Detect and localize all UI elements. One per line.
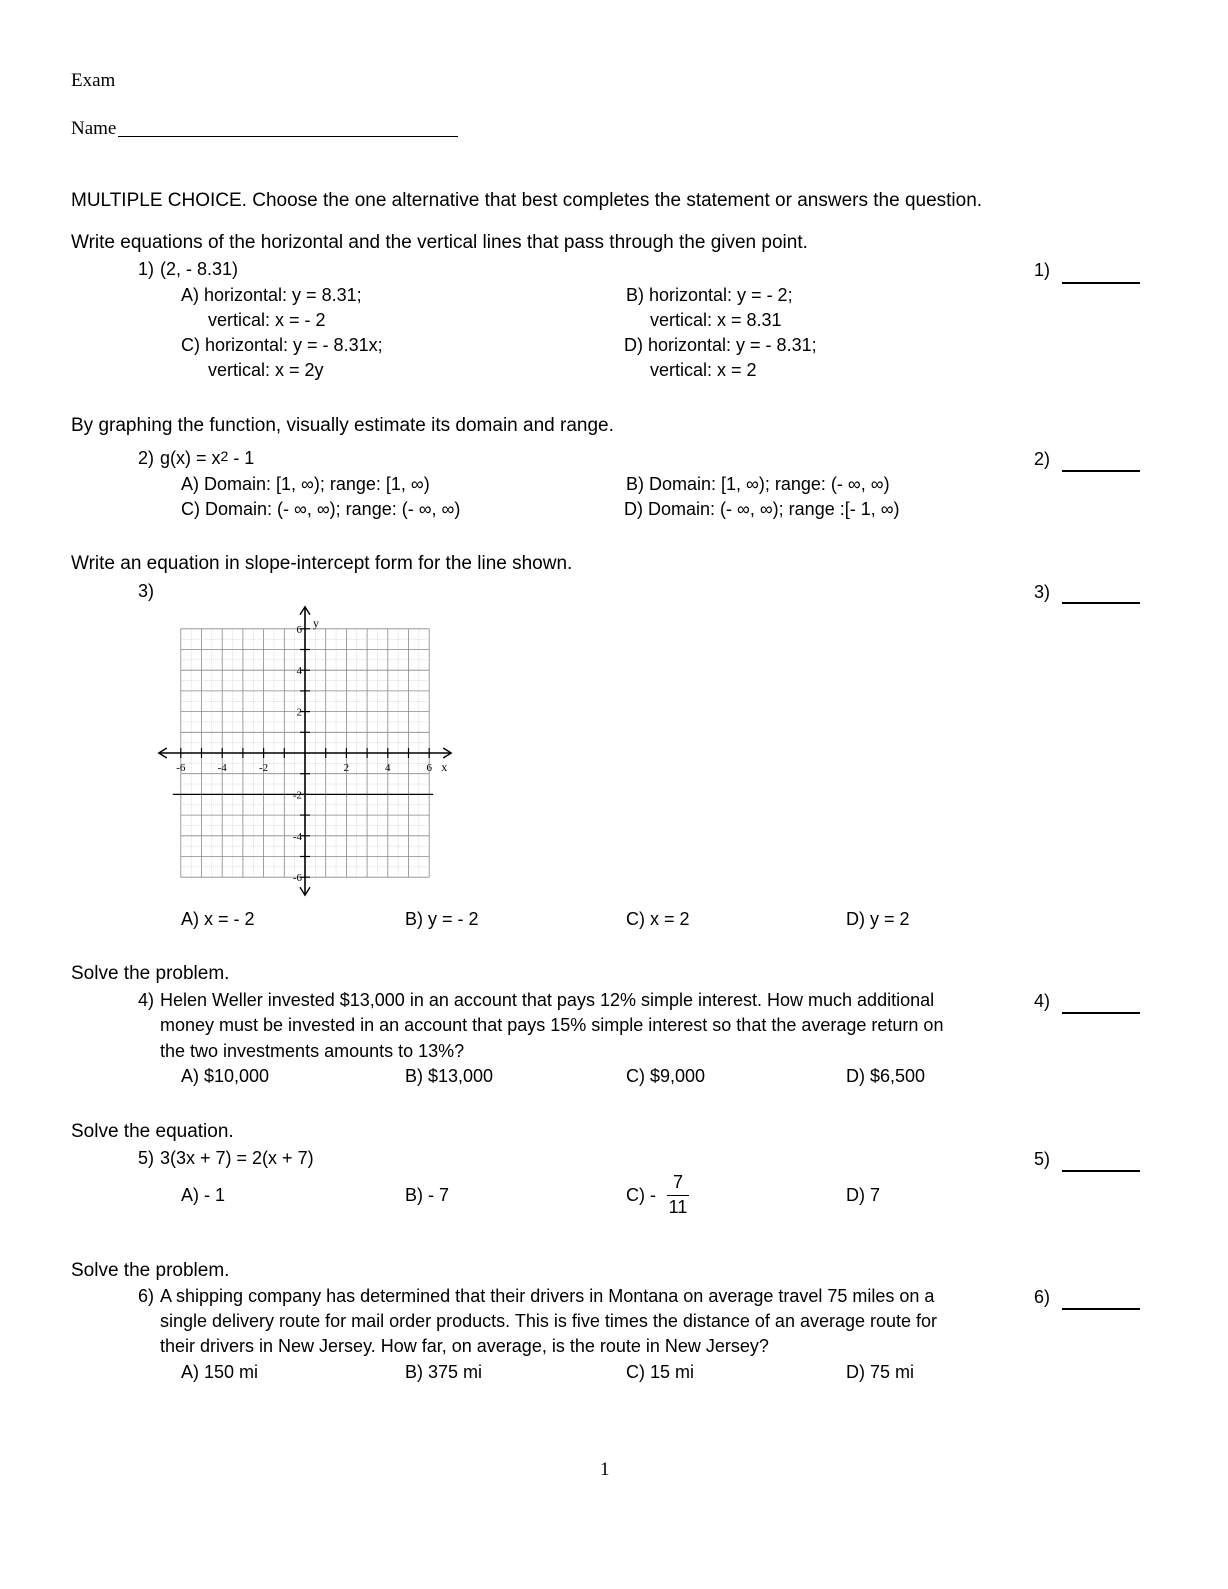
section-heading-2: By graphing the function, visually estimate its domain and range. <box>71 415 614 436</box>
y-tick-label: -6 <box>292 872 302 885</box>
answer-label-5: 5) <box>1034 1149 1051 1169</box>
question-2-prompt: $g(x) = x^2 - 1$ <box>160 448 255 468</box>
question-5-number: 5) <box>138 1148 155 1168</box>
section-heading-3: Write an equation in slope-intercept form for the line shown. <box>71 553 573 574</box>
y-tick-label: 6 <box>296 623 302 636</box>
question-6-line3: their drivers in New Jersey. How far, on average, is the route in New Jersey? <box>160 1336 769 1356</box>
choice-3c[interactable]: C) x = 2 <box>626 909 690 929</box>
answer-label-3: 3) <box>1034 582 1051 602</box>
choice-3d[interactable]: D) y = 2 <box>846 909 910 929</box>
answer-blank-5[interactable] <box>1062 1170 1140 1172</box>
answer-blank-2[interactable] <box>1062 470 1140 472</box>
x-tick-label: -4 <box>217 762 227 774</box>
choice-1d-cont: vertical: x = 2 <box>650 360 757 380</box>
x-tick-label: 4 <box>385 762 391 774</box>
page-number: 1 <box>600 1459 610 1480</box>
instructions: MULTIPLE CHOICE. Choose the one alternative that best completes the statement or answers the question. <box>71 190 983 211</box>
question-5-prompt: 3(3x + 7) = 2(x + 7) <box>160 1148 314 1168</box>
choice-6a[interactable]: A) 150 mi <box>181 1362 259 1382</box>
name-field[interactable] <box>118 136 458 137</box>
answer-label-4: 4) <box>1034 991 1051 1011</box>
choice-2c[interactable]: C) Domain: (- ∞, ∞); range: (- ∞, ∞) <box>181 499 461 519</box>
choice-1c-cont: vertical: x = 2y <box>208 360 324 380</box>
question-6-number: 6) <box>138 1286 155 1306</box>
choice-1a-cont: vertical: x = - 2 <box>208 310 326 330</box>
question-4-number: 4) <box>138 990 155 1010</box>
answer-blank-4[interactable] <box>1062 1012 1140 1014</box>
answer-label-2: 2) <box>1034 449 1051 469</box>
answer-label-1: 1) <box>1034 260 1051 280</box>
section-heading-1: Write equations of the horizontal and the vertical lines that pass through the given point. <box>71 232 808 253</box>
choice-5c[interactable]: C) - <box>626 1185 656 1205</box>
choice-1d[interactable]: D) horizontal: y = - 8.31; <box>624 335 817 355</box>
section-heading-5: Solve the equation. <box>71 1121 234 1142</box>
section-heading-6: Solve the problem. <box>71 1260 230 1281</box>
choice-2d[interactable]: D) Domain: (- ∞, ∞); range :[- 1, ∞) <box>624 499 900 519</box>
section-heading-4: Solve the problem. <box>71 963 230 984</box>
choice-4c[interactable]: C) $9,000 <box>626 1066 706 1086</box>
answer-label-6: 6) <box>1034 1287 1051 1307</box>
y-tick-label: 4 <box>296 665 302 678</box>
question-4-line2: money must be invested in an account that pays 15% simple interest so that the average return on <box>160 1015 944 1035</box>
x-tick-label: 2 <box>343 762 350 774</box>
y-tick-label: -2 <box>292 789 302 802</box>
choice-5b[interactable]: B) - 7 <box>405 1185 450 1205</box>
question-3-number: 3) <box>138 581 155 601</box>
y-tick-label: -4 <box>292 830 302 843</box>
choice-5d[interactable]: D) 7 <box>846 1185 881 1205</box>
fraction-numerator: 7 <box>672 1172 683 1192</box>
question-6-line1: A shipping company has determined that their drivers in Montana on average travel 75 miles on a <box>160 1286 935 1306</box>
choice-1b-cont: vertical: x = 8.31 <box>650 310 782 330</box>
answer-blank-3[interactable] <box>1062 602 1140 604</box>
x-tick-label: -2 <box>259 762 269 774</box>
choice-2a[interactable]: A) Domain: [1, ∞); range: [1, ∞) <box>181 474 430 494</box>
name-label: Name <box>71 118 117 139</box>
choice-1a[interactable]: A) horizontal: y = 8.31; <box>181 285 362 305</box>
fraction-bar <box>667 1195 689 1196</box>
choice-6d[interactable]: D) 75 mi <box>846 1362 915 1382</box>
question-1-prompt: (2, - 8.31) <box>160 259 239 279</box>
answer-blank-6[interactable] <box>1062 1308 1140 1310</box>
question-4-line3: the two investments amounts to 13%? <box>160 1041 465 1061</box>
choice-3b[interactable]: B) y = - 2 <box>405 909 479 929</box>
question-6-line2: single delivery route for mail order products. This is five times the distance of an average route for <box>160 1311 938 1331</box>
choice-4b[interactable]: B) $13,000 <box>405 1066 494 1086</box>
question-1-number: 1) <box>138 259 155 279</box>
y-axis-label: y <box>313 615 319 630</box>
x-tick-label: -6 <box>176 762 186 774</box>
choice-6b[interactable]: B) 375 mi <box>405 1362 483 1382</box>
question-4-line1: Helen Weller invested $13,000 in an account that pays 12% simple interest. How much additional <box>160 990 935 1010</box>
choice-1b[interactable]: B) horizontal: y = - 2; <box>626 285 793 305</box>
choice-4d[interactable]: D) $6,500 <box>846 1066 926 1086</box>
choice-4a[interactable]: A) $10,000 <box>181 1066 270 1086</box>
line-graph <box>155 600 465 905</box>
answer-blank-1[interactable] <box>1062 282 1140 284</box>
choice-3a[interactable]: A) x = - 2 <box>181 909 255 929</box>
x-tick-label: 6 <box>426 762 432 774</box>
exam-title: Exam <box>71 70 116 91</box>
choice-6c[interactable]: C) 15 mi <box>626 1362 695 1382</box>
fraction-denominator: 11 <box>668 1197 688 1217</box>
x-axis-label: x <box>441 760 448 774</box>
question-2-number: 2) <box>138 448 155 468</box>
choice-2b[interactable]: B) Domain: [1, ∞); range: (- ∞, ∞) <box>626 474 890 494</box>
choice-1c[interactable]: C) horizontal: y = - 8.31x; <box>181 335 383 355</box>
y-tick-label: 2 <box>296 706 302 719</box>
choice-5a[interactable]: A) - 1 <box>181 1185 226 1205</box>
